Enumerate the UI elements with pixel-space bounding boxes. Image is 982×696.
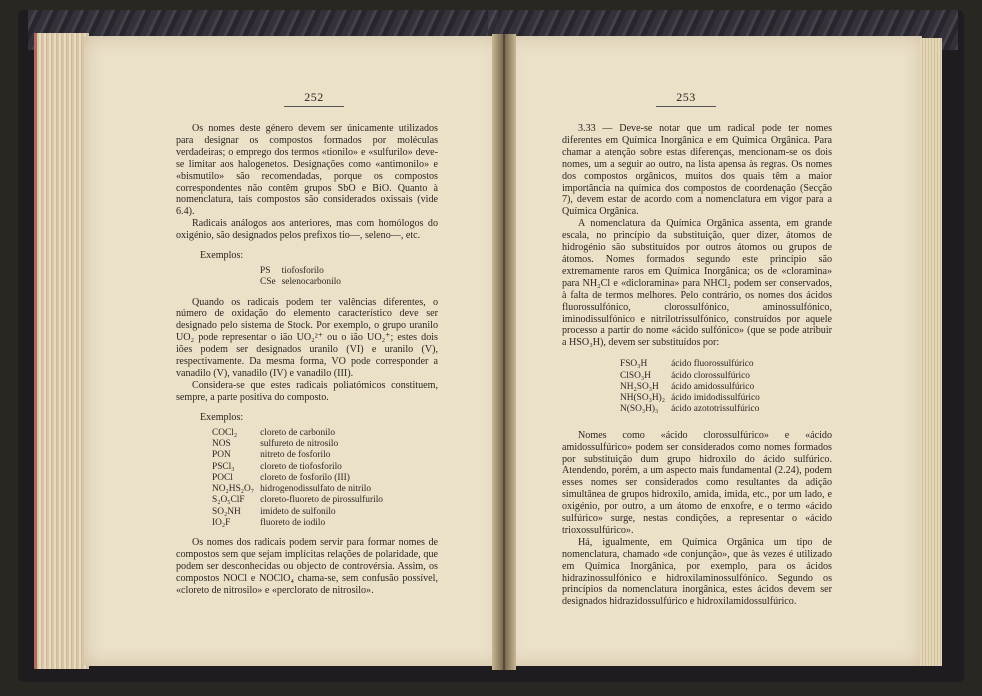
examples-label: Exemplos: — [200, 411, 244, 423]
examples-label: Exemplos: — [200, 250, 244, 262]
paragraph: Considera-se que estes radicais poliatómicos constituem, sempre, a parte positiva do composto. — [176, 379, 438, 403]
table-row: IO₂F fluoreto de iodilo — [212, 518, 326, 528]
examples-table — [212, 428, 389, 530]
table-row: CSe selenocarbonilo — [260, 277, 341, 288]
table-row: NO₂HS₂O₇ hidrogenodissulfato de nitrilo — [212, 484, 372, 495]
table-row: S₂O₅ClF cloreto-fluoreto de pirossulfurilo — [212, 495, 383, 506]
table-row: FSO₃H ácido fluorossulfúrico — [620, 359, 754, 370]
paragraph: Nomes como «ácido clorossulfúrico» e «ácido amidossulfúrico» podem ser considerados como nomes formados por substituição dum grupo hidroxilo do ácido sulfúrico. Atendendo, porém, a um aspecto mais fundamental (2.24), podem esses nomes ser considerados como resultantes da adição simultânea de grupos hidroxilo, amida, imida, etc., por um lado, e oxigénio, por outro, a um átomo de enxofre, e o termo «ácido sulfúrico» surge, nestas condições, a representar o «ácido trioxossulfúrico». — [562, 429, 832, 536]
paragraph: Os nomes dos radicais podem servir para formar nomes de compostos sem que sejam implícitas relações de polaridade, que podem ser desconhecidas ou objecto de controvérsia. Assim, os compostos NOCl e NOClO₄ chama-se, sem confusão possível, «cloreto de nitrosilo» e «perclorato de nitrosilo». — [176, 537, 438, 596]
examples-table — [260, 266, 347, 289]
page-number: 253 — [656, 90, 716, 107]
right-page-body — [562, 123, 832, 608]
table-row: PSCl₃ cloreto de tiofosforilo — [212, 461, 342, 472]
paragraph: 3.33 — Deve-se notar que um radical pode ter nomes diferentes em Química Inorgânica e em Química Orgânica. Para chamar a atenção sobre estas diferenças, mencionam-se os dois nomes, um a seguir ao outro, na lista apensa às regras. Os nomes dos compostos orgânicos, muitos dos quais têm a maior importância na química dos compostos de coordenação (Secção 7), devem estar de acordo com a nomenclatura em vigor para a Química Orgânica. — [562, 123, 832, 218]
paragraph: Radicais análogos aos anteriores, mas com homólogos do oxigénio, são designados pelos prefixos tio—, seleno—, etc. — [176, 218, 438, 242]
table-row: NH₂SO₃H ácido amidossulfúrico — [620, 381, 755, 392]
right-page — [504, 36, 922, 666]
table-row: PON nitreto de fosforilo — [212, 450, 331, 461]
table-row: N(SO₃H)₃ ácido azototrissulfúrico — [620, 404, 760, 415]
table-row: SO₂NH imideto de sulfonilo — [212, 506, 336, 517]
table-row: PS tiofosforilo — [260, 265, 324, 276]
table-row: POCl cloreto de fosforilo (III) — [212, 472, 350, 483]
page-number: 252 — [284, 90, 344, 107]
table-row: NOS sulfureto de nitrosilo — [212, 438, 339, 449]
paragraph: Há, igualmente, em Química Orgânica um tipo de nomenclatura, chamado «de conjunção», que às vezes é utilizado em Química Inorgânica, por exemplo, para os ácidos hidrazinossulfónico e hidroxilaminossulfónico. Segundo os princípios da nomenclatura inorgânica, estes ácidos devem ser designados hidrazidossulfúrico e hidroxilamidossulfúrico. — [562, 536, 832, 608]
paragraph: Quando os radicais podem ter valências diferentes, o número de oxidação do elemento característico deve ser designado pelo sistema de Stock. Por exemplo, o grupo uranilo UO₂ pode representar o ião UO₂²⁺ ou o ião UO₂⁺; estes dois iões podem ser designados uranilo (VI) e uranilo (V), respectivamente. Da mesma forma, VO pode corresponder a vanadilo (V), vanadilo (IV) e vanadilo (III). — [176, 296, 438, 379]
page-stack-right — [920, 38, 942, 666]
acids-table — [620, 359, 766, 415]
left-page — [84, 36, 502, 666]
page-stack-left — [34, 33, 89, 669]
left-page-body — [176, 123, 438, 597]
table-row: NH(SO₃H)₂ ácido imidodissulfúrico — [620, 393, 760, 404]
table-row: COCl₂ cloreto de carbonilo — [212, 427, 336, 438]
book-gutter — [492, 34, 516, 670]
paragraph: A nomenclatura da Química Orgânica assenta, em grande escala, no princípio da substituição, quer dizer, átomos de hidrogénio são substituídos por outros átomos ou grupos de átomos. Nomes formados segundo este princípio são extremamente raros em Química Inorgânica; os de «cloramina» para NH₂Cl e «dicloramina» para NHCl₂ podem ser conservados, à falta de termos melhores. Pelo contrário, os nomes dos ácidos fluorossulfónico, clorossulfónico, aminossulfónico, iminodissulfónico e nitrilotrissulfónico, construídos por aquele processo a partir do nome «ácido sulfónico» (que se pode atribuir a HSO₃H), devem ser substituídos por: — [562, 218, 832, 349]
table-row: ClSO₃H ácido clorossulfúrico — [620, 370, 750, 381]
paragraph: Os nomes deste género devem ser únicamente utilizados para designar os compostos formados por moléculas verdadeiras; o emprego dos termos «tionilo» e «sulfurilo» deve-se limitar aos halogenetos. Designações como «antimonilo» e «bismutilo» são recomendadas, porque os compostos correspondentes não contêm grupos SbO e BiO. Quanto à nomenclatura, tais compostos são considerados oxissais (vide 6.4). — [176, 123, 438, 218]
